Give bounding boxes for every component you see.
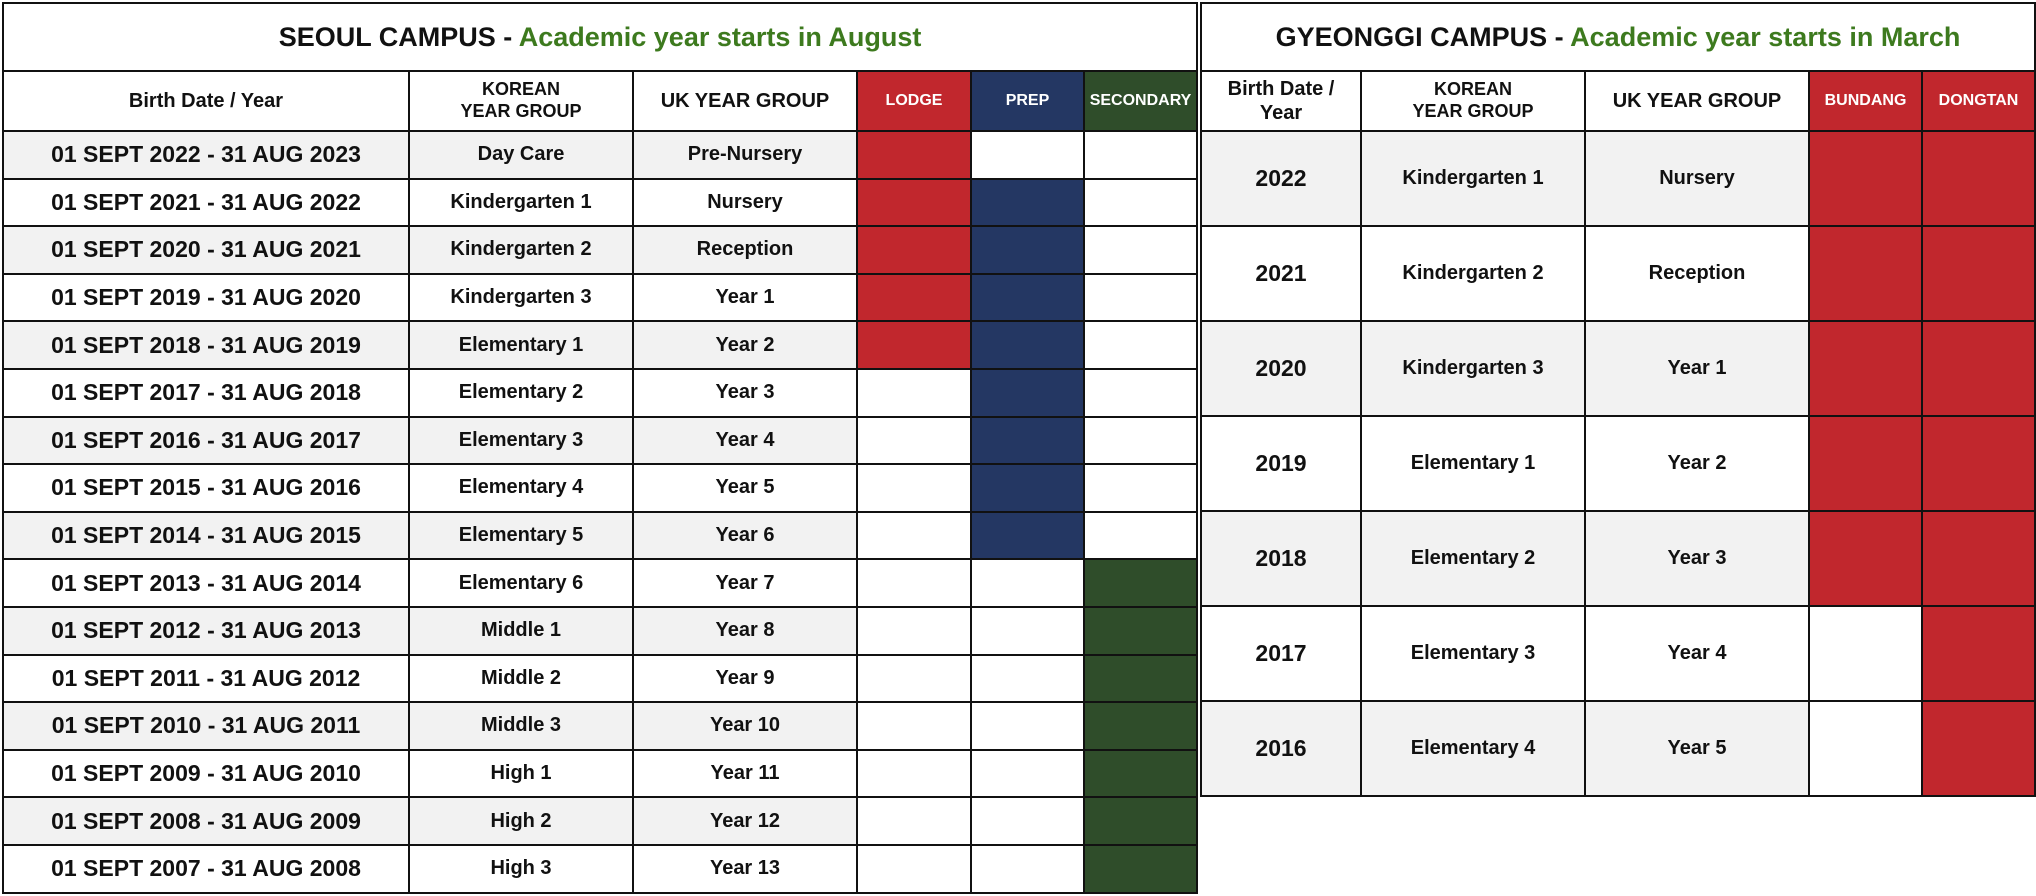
prep-indicator-cell <box>971 131 1084 179</box>
bundang-indicator-cell <box>1809 606 1922 701</box>
table-row <box>3 464 1197 512</box>
bundang-indicator-cell <box>1809 416 1922 511</box>
table-row <box>3 369 1197 417</box>
korean-year-cell: Middle 1 <box>409 607 633 655</box>
uk-year-cell: Year 10 <box>633 702 857 750</box>
uk-year-cell: Nursery <box>633 179 857 227</box>
secondary-indicator-cell <box>1084 607 1197 655</box>
birth-year-cell: 2020 <box>1201 321 1361 416</box>
birth-date-cell: 01 SEPT 2019 - 31 AUG 2020 <box>3 274 409 322</box>
seoul-header-secondary: SECONDARY <box>1084 71 1197 131</box>
lodge-indicator-cell <box>857 797 971 845</box>
dongtan-indicator-cell <box>1922 226 2035 321</box>
table-row <box>3 226 1197 274</box>
korean-year-cell: Elementary 2 <box>1361 511 1585 606</box>
table-row <box>1201 226 2035 321</box>
table-row <box>3 179 1197 227</box>
seoul-title-main: SEOUL CAMPUS - <box>278 21 519 52</box>
birth-year-cell: 2016 <box>1201 701 1361 796</box>
prep-indicator-cell <box>971 655 1084 703</box>
uk-year-cell: Year 3 <box>1585 511 1809 606</box>
lodge-indicator-cell <box>857 655 971 703</box>
lodge-indicator-cell <box>857 369 971 417</box>
dongtan-indicator-cell <box>1922 321 2035 416</box>
uk-year-cell: Reception <box>1585 226 1809 321</box>
birth-date-cell: 01 SEPT 2022 - 31 AUG 2023 <box>3 131 409 179</box>
birth-date-cell: 01 SEPT 2021 - 31 AUG 2022 <box>3 179 409 227</box>
secondary-indicator-cell <box>1084 655 1197 703</box>
birth-year-cell: 2021 <box>1201 226 1361 321</box>
birth-year-cell: 2022 <box>1201 131 1361 226</box>
uk-year-cell: Year 2 <box>1585 416 1809 511</box>
bundang-indicator-cell <box>1809 511 1922 606</box>
lodge-indicator-cell <box>857 512 971 560</box>
uk-year-cell: Reception <box>633 226 857 274</box>
seoul-campus-title <box>3 3 1197 71</box>
seoul-header-prep: PREP <box>971 71 1084 131</box>
table-row <box>3 559 1197 607</box>
uk-year-cell: Year 9 <box>633 655 857 703</box>
gyeonggi-header-birth: Birth Date / Year <box>1201 71 1361 131</box>
table-row <box>3 321 1197 369</box>
korean-year-cell: Elementary 6 <box>409 559 633 607</box>
birth-date-cell: 01 SEPT 2020 - 31 AUG 2021 <box>3 226 409 274</box>
seoul-header-lodge: LODGE <box>857 71 971 131</box>
prep-indicator-cell <box>971 750 1084 798</box>
gyeonggi-table-body <box>1201 131 2035 796</box>
uk-year-cell: Year 11 <box>633 750 857 798</box>
bundang-indicator-cell <box>1809 701 1922 796</box>
korean-year-cell: Elementary 4 <box>1361 701 1585 796</box>
lodge-indicator-cell <box>857 417 971 465</box>
birth-year-cell: 2018 <box>1201 511 1361 606</box>
table-row <box>1201 131 2035 226</box>
korean-year-cell: Kindergarten 1 <box>1361 131 1585 226</box>
table-row <box>3 702 1197 750</box>
gyeonggi-header-korean: KOREAN YEAR GROUP <box>1361 71 1585 131</box>
table-row <box>1201 321 2035 416</box>
uk-year-cell: Year 8 <box>633 607 857 655</box>
uk-year-cell: Nursery <box>1585 131 1809 226</box>
uk-year-cell: Year 5 <box>633 464 857 512</box>
prep-indicator-cell <box>971 797 1084 845</box>
table-row <box>3 607 1197 655</box>
prep-indicator-cell <box>971 464 1084 512</box>
secondary-indicator-cell <box>1084 464 1197 512</box>
dongtan-indicator-cell <box>1922 416 2035 511</box>
table-row <box>3 750 1197 798</box>
korean-year-cell: High 1 <box>409 750 633 798</box>
prep-indicator-cell <box>971 512 1084 560</box>
bundang-indicator-cell <box>1809 226 1922 321</box>
secondary-indicator-cell <box>1084 369 1197 417</box>
dongtan-indicator-cell <box>1922 606 2035 701</box>
birth-date-cell: 01 SEPT 2018 - 31 AUG 2019 <box>3 321 409 369</box>
secondary-indicator-cell <box>1084 179 1197 227</box>
lodge-indicator-cell <box>857 750 971 798</box>
birth-date-cell: 01 SEPT 2010 - 31 AUG 2011 <box>3 702 409 750</box>
korean-year-cell: Kindergarten 3 <box>409 274 633 322</box>
table-row <box>1201 511 2035 606</box>
lodge-indicator-cell <box>857 226 971 274</box>
gyeonggi-header-uk: UK YEAR GROUP <box>1585 71 1809 131</box>
lodge-indicator-cell <box>857 702 971 750</box>
prep-indicator-cell <box>971 321 1084 369</box>
korean-year-cell: High 3 <box>409 845 633 893</box>
birth-date-cell: 01 SEPT 2016 - 31 AUG 2017 <box>3 417 409 465</box>
prep-indicator-cell <box>971 702 1084 750</box>
birth-date-cell: 01 SEPT 2014 - 31 AUG 2015 <box>3 512 409 560</box>
korean-year-cell: Kindergarten 2 <box>1361 226 1585 321</box>
birth-date-cell: 01 SEPT 2008 - 31 AUG 2009 <box>3 797 409 845</box>
korean-year-cell: Elementary 3 <box>1361 606 1585 701</box>
korean-year-cell: Kindergarten 2 <box>409 226 633 274</box>
table-row <box>3 845 1197 893</box>
lodge-indicator-cell <box>857 321 971 369</box>
uk-year-cell: Year 13 <box>633 845 857 893</box>
birth-date-cell: 01 SEPT 2015 - 31 AUG 2016 <box>3 464 409 512</box>
secondary-indicator-cell <box>1084 559 1197 607</box>
secondary-indicator-cell <box>1084 750 1197 798</box>
uk-year-cell: Year 6 <box>633 512 857 560</box>
uk-year-cell: Year 7 <box>633 559 857 607</box>
korean-year-cell: Elementary 1 <box>1361 416 1585 511</box>
uk-year-cell: Year 2 <box>633 321 857 369</box>
lodge-indicator-cell <box>857 464 971 512</box>
secondary-indicator-cell <box>1084 131 1197 179</box>
uk-year-cell: Year 5 <box>1585 701 1809 796</box>
birth-year-cell: 2019 <box>1201 416 1361 511</box>
lodge-indicator-cell <box>857 131 971 179</box>
prep-indicator-cell <box>971 179 1084 227</box>
gyeonggi-header-dongtan: DONGTAN <box>1922 71 2035 131</box>
secondary-indicator-cell <box>1084 226 1197 274</box>
gyeonggi-title-main: GYEONGGI CAMPUS - <box>1275 21 1571 52</box>
secondary-indicator-cell <box>1084 321 1197 369</box>
korean-year-cell: Elementary 2 <box>409 369 633 417</box>
table-row <box>3 274 1197 322</box>
uk-year-cell: Year 4 <box>1585 606 1809 701</box>
korean-year-cell: Kindergarten 1 <box>409 179 633 227</box>
prep-indicator-cell <box>971 274 1084 322</box>
korean-year-cell: Middle 2 <box>409 655 633 703</box>
gyeonggi-title-accent: Academic year starts in March <box>1570 21 1961 52</box>
seoul-campus-table <box>2 2 1198 894</box>
lodge-indicator-cell <box>857 559 971 607</box>
korean-year-cell: Middle 3 <box>409 702 633 750</box>
korean-year-cell: High 2 <box>409 797 633 845</box>
secondary-indicator-cell <box>1084 512 1197 560</box>
korean-year-cell: Day Care <box>409 131 633 179</box>
dongtan-indicator-cell <box>1922 131 2035 226</box>
seoul-title-accent: Academic year starts in August <box>518 21 922 52</box>
gyeonggi-campus-title <box>1201 3 2035 71</box>
table-row <box>3 655 1197 703</box>
dongtan-indicator-cell <box>1922 511 2035 606</box>
seoul-table-body <box>3 131 1197 893</box>
korean-year-cell: Elementary 3 <box>409 417 633 465</box>
seoul-header-birth: Birth Date / Year <box>3 71 409 131</box>
prep-indicator-cell <box>971 369 1084 417</box>
seoul-header-korean: KOREAN YEAR GROUP <box>409 71 633 131</box>
table-row <box>1201 701 2035 796</box>
gyeonggi-campus-table <box>1200 2 2036 797</box>
uk-year-cell: Year 12 <box>633 797 857 845</box>
uk-year-cell: Year 1 <box>633 274 857 322</box>
prep-indicator-cell <box>971 226 1084 274</box>
gyeonggi-header-bundang: BUNDANG <box>1809 71 1922 131</box>
bundang-indicator-cell <box>1809 321 1922 416</box>
birth-date-cell: 01 SEPT 2007 - 31 AUG 2008 <box>3 845 409 893</box>
prep-indicator-cell <box>971 559 1084 607</box>
dongtan-indicator-cell <box>1922 701 2035 796</box>
table-row <box>3 512 1197 560</box>
prep-indicator-cell <box>971 607 1084 655</box>
birth-year-cell: 2017 <box>1201 606 1361 701</box>
seoul-header-uk: UK YEAR GROUP <box>633 71 857 131</box>
uk-year-cell: Year 1 <box>1585 321 1809 416</box>
korean-year-cell: Elementary 5 <box>409 512 633 560</box>
secondary-indicator-cell <box>1084 274 1197 322</box>
bundang-indicator-cell <box>1809 131 1922 226</box>
table-row <box>1201 606 2035 701</box>
lodge-indicator-cell <box>857 274 971 322</box>
secondary-indicator-cell <box>1084 702 1197 750</box>
secondary-indicator-cell <box>1084 797 1197 845</box>
table-row <box>1201 416 2035 511</box>
secondary-indicator-cell <box>1084 845 1197 893</box>
birth-date-cell: 01 SEPT 2012 - 31 AUG 2013 <box>3 607 409 655</box>
prep-indicator-cell <box>971 845 1084 893</box>
uk-year-cell: Year 4 <box>633 417 857 465</box>
birth-date-cell: 01 SEPT 2013 - 31 AUG 2014 <box>3 559 409 607</box>
korean-year-cell: Kindergarten 3 <box>1361 321 1585 416</box>
lodge-indicator-cell <box>857 607 971 655</box>
secondary-indicator-cell <box>1084 417 1197 465</box>
prep-indicator-cell <box>971 417 1084 465</box>
korean-year-cell: Elementary 1 <box>409 321 633 369</box>
uk-year-cell: Year 3 <box>633 369 857 417</box>
uk-year-cell: Pre-Nursery <box>633 131 857 179</box>
table-row <box>3 797 1197 845</box>
korean-year-cell: Elementary 4 <box>409 464 633 512</box>
lodge-indicator-cell <box>857 179 971 227</box>
birth-date-cell: 01 SEPT 2009 - 31 AUG 2010 <box>3 750 409 798</box>
birth-date-cell: 01 SEPT 2017 - 31 AUG 2018 <box>3 369 409 417</box>
table-row <box>3 417 1197 465</box>
birth-date-cell: 01 SEPT 2011 - 31 AUG 2012 <box>3 655 409 703</box>
table-row <box>3 131 1197 179</box>
lodge-indicator-cell <box>857 845 971 893</box>
